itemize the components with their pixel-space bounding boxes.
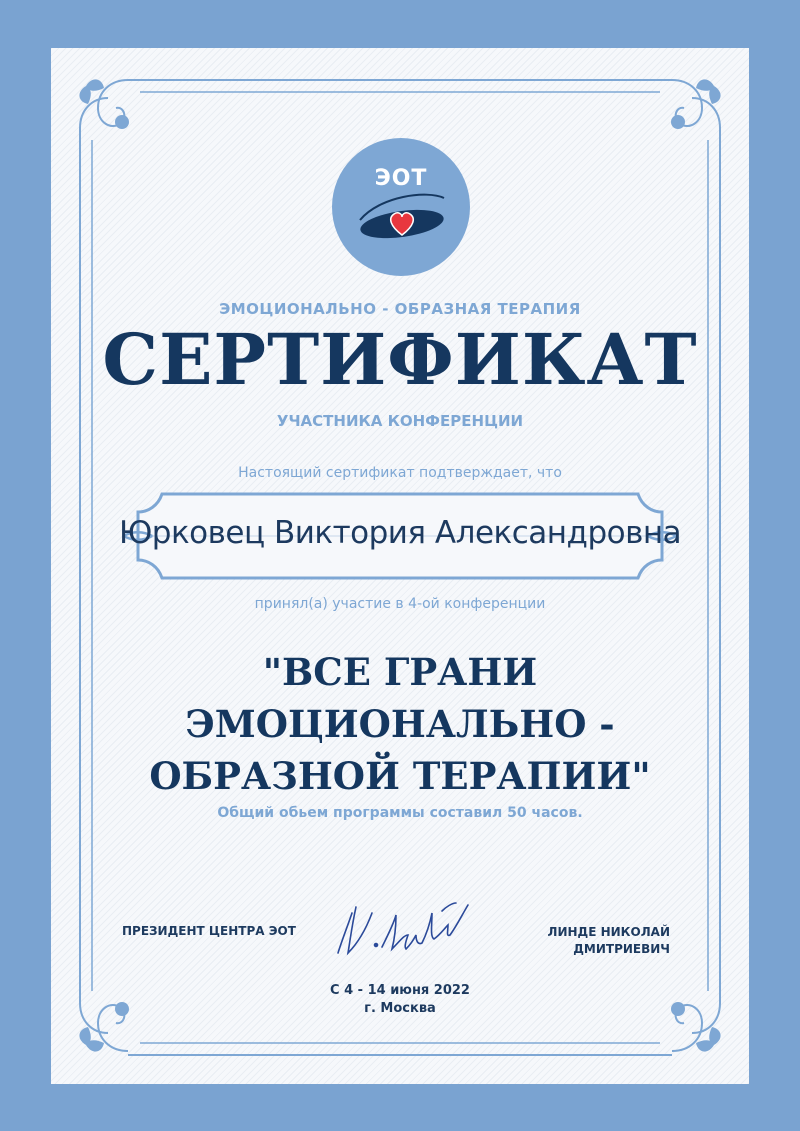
eot-logo: [332, 138, 470, 276]
recipient-name: Юрковец Виктория Александровна: [118, 515, 682, 551]
logo-text: ЭОТ: [374, 166, 428, 191]
dates-text: С 4 - 14 июня 2022: [330, 983, 470, 998]
subtitle-top: ЭМОЦИОНАЛЬНО - ОБРАЗНАЯ ТЕРАПИЯ: [219, 300, 581, 318]
president-name: [520, 924, 670, 958]
corner-ornament-top-left: [79, 79, 129, 129]
subtitle-bottom: УЧАСТНИКА КОНФЕРЕНЦИИ: [276, 412, 524, 430]
program-volume: Общий обьем программы составил 50 часов.: [217, 805, 583, 821]
president-name-line: ДМИТРИЕВИЧ: [573, 942, 670, 956]
confirm-text: Настоящий сертификат подтверждает, что: [238, 465, 562, 481]
city-text: г. Москва: [364, 1001, 436, 1016]
participation-text: принял(а) участие в 4-ой конференции: [254, 596, 546, 612]
page-title: СЕРТИФИКАТ: [102, 318, 698, 401]
president-label: ПРЕЗИДЕНТ ЦЕНТРА ЭОТ: [122, 924, 296, 938]
heart-in-eye-icon: [332, 138, 470, 276]
corner-ornament-top-right: [671, 79, 721, 129]
event-dates: [51, 982, 749, 1018]
president-name-line: ЛИНДЕ НИКОЛАЙ: [547, 925, 670, 939]
conference-title: [51, 646, 749, 802]
conference-title-line: "ВСЕ ГРАНИ: [262, 650, 538, 694]
signature: [330, 895, 480, 965]
conference-title-line: ЭМОЦИОНАЛЬНО -: [185, 702, 615, 746]
conference-title-line: ОБРАЗНОЙ ТЕРАПИИ": [149, 754, 651, 798]
